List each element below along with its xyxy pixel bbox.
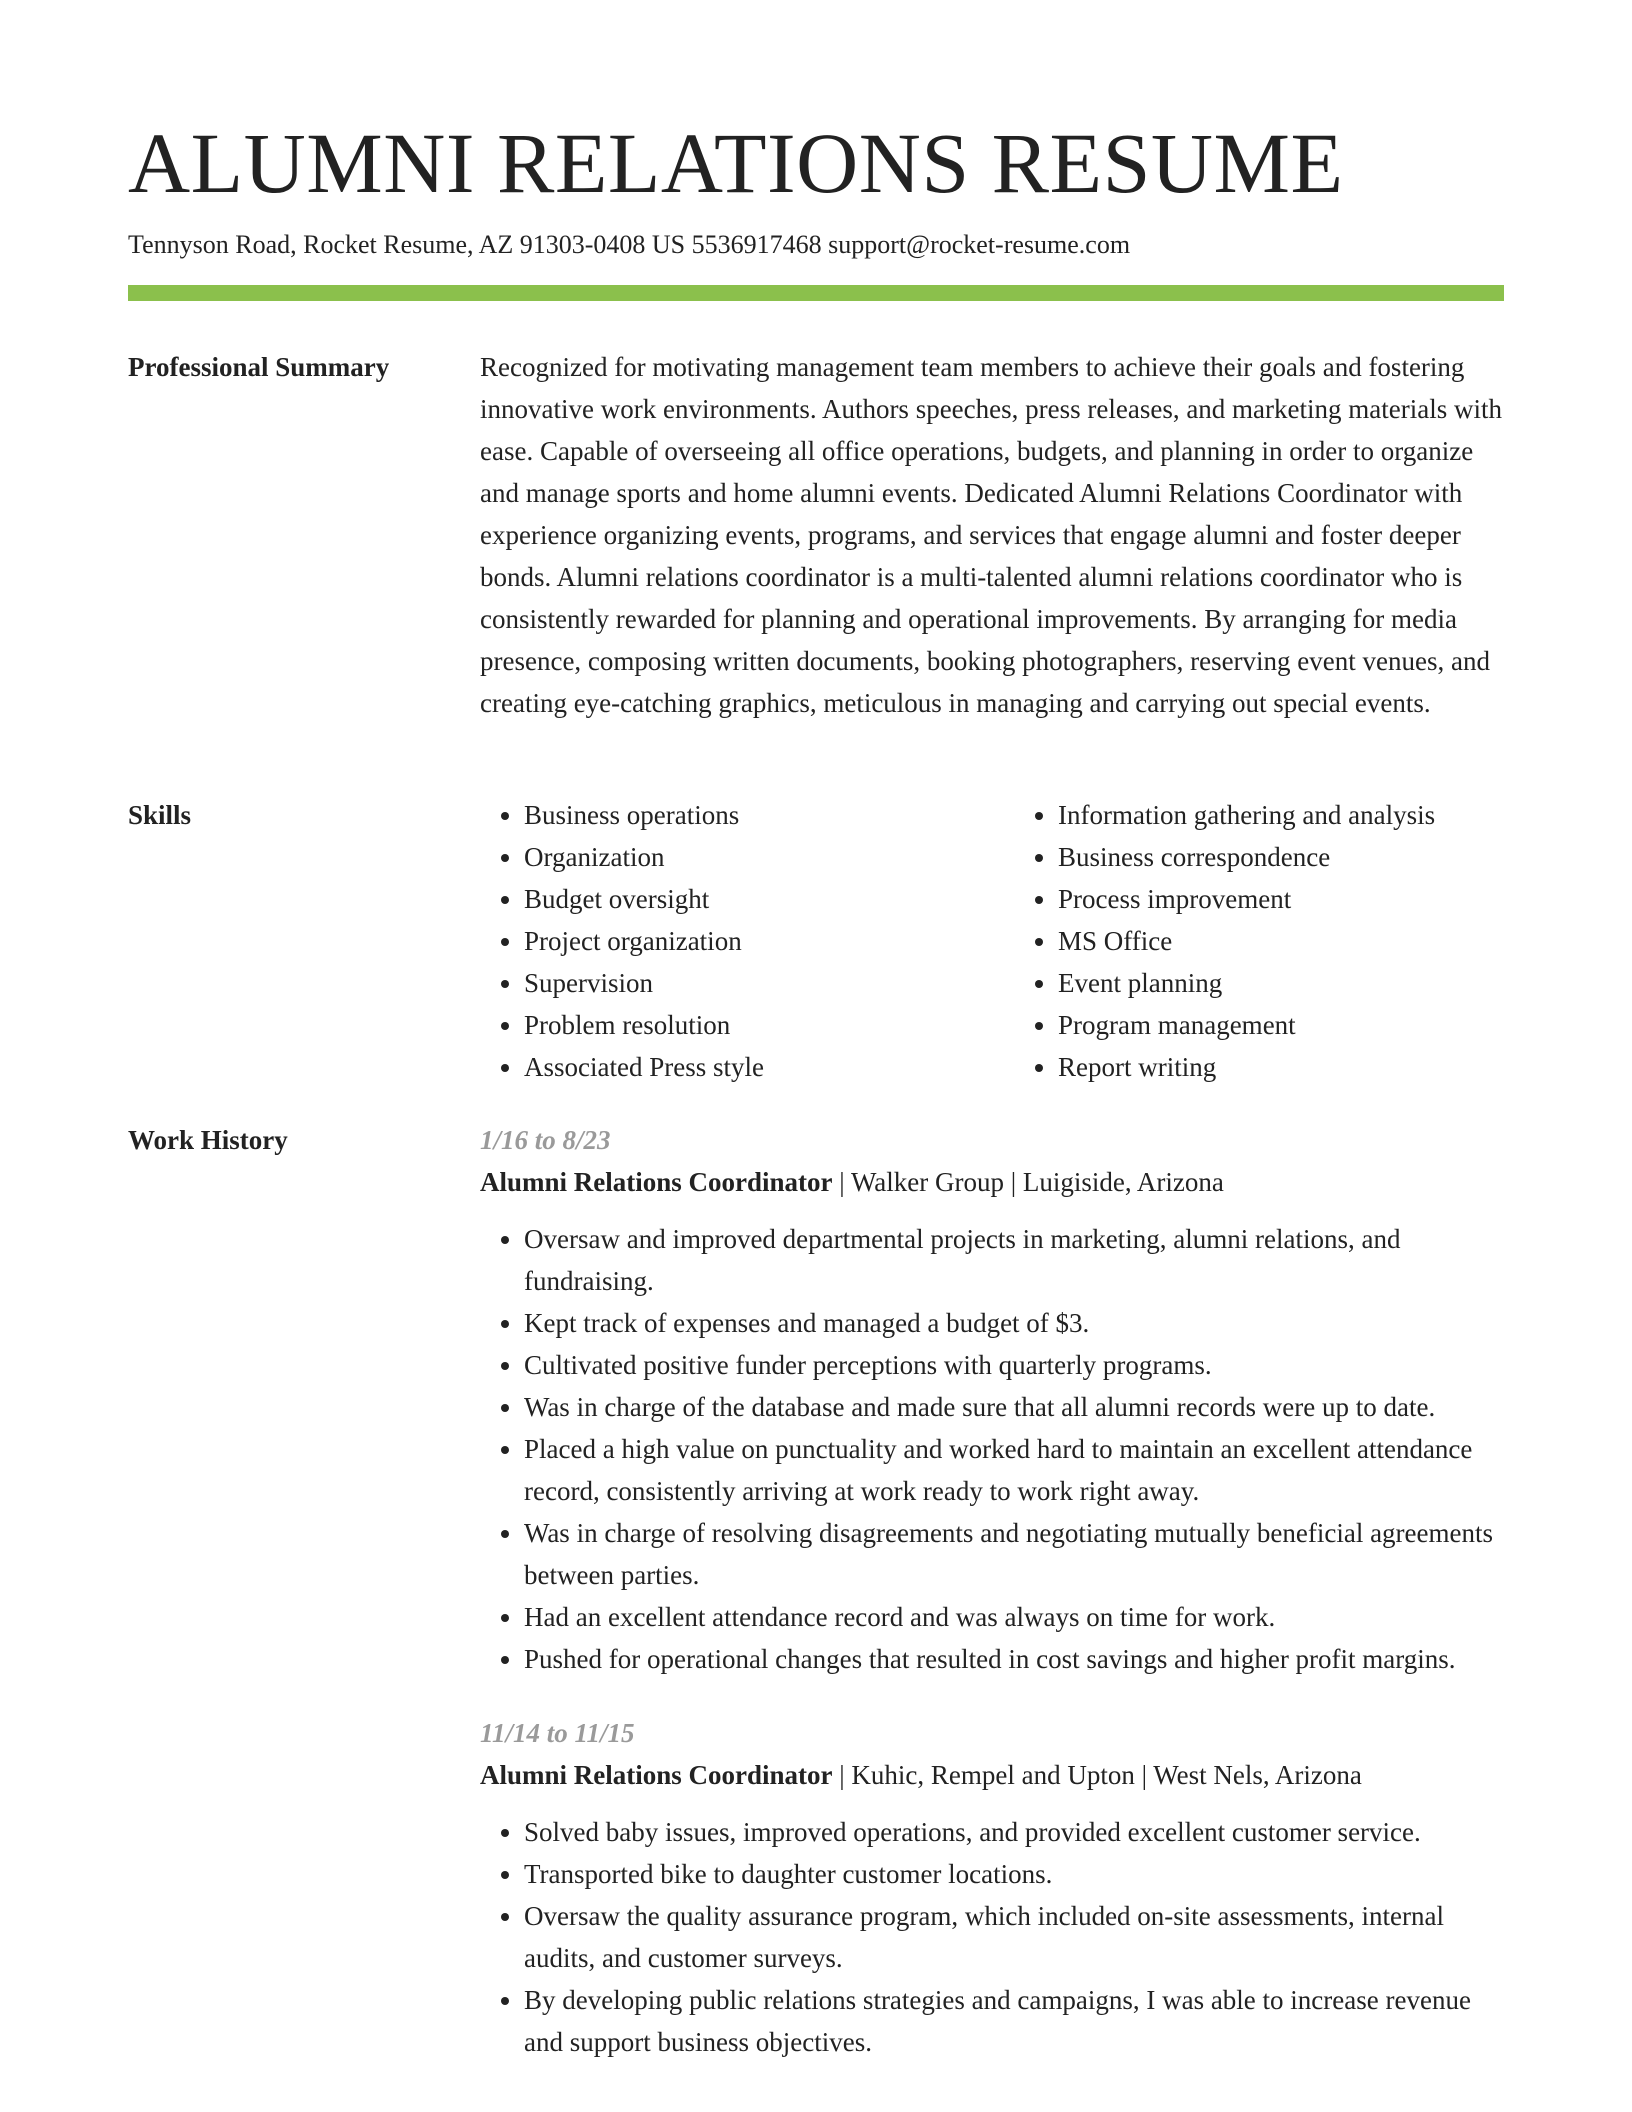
job-bullet: • Was in charge of the database and made sure that all alumni records were up to date. (524, 1386, 1504, 1428)
skill-item: • Business correspondence (1058, 836, 1504, 878)
work-history-body (480, 1119, 1504, 2063)
skill-item: • Problem resolution (524, 1004, 970, 1046)
resume-header (128, 115, 1504, 260)
job-bullet: • By developing public relations strategies and campaigns, I was able to increase revenue and support business objectives. (524, 1979, 1504, 2063)
section-label-work-history: Work History (128, 1125, 288, 1155)
job-title: Alumni Relations Coordinator (480, 1760, 833, 1790)
skill-item: • Report writing (1058, 1046, 1504, 1088)
job-date: 11/14 to 11/15 (480, 1718, 635, 1748)
job-entry (480, 1712, 1504, 2063)
section-label-summary: Professional Summary (128, 352, 390, 382)
skill-item: • Event planning (1058, 962, 1504, 1004)
job-details: | Walker Group | Luigiside, Arizona (832, 1167, 1224, 1197)
accent-divider (128, 285, 1504, 301)
job-entry (480, 1119, 1504, 1680)
skills-list-left (480, 794, 970, 1088)
contact-line: Tennyson Road, Rocket Resume, AZ 91303-0408 US 5536917468 support@rocket-resume.com (128, 230, 1131, 259)
skills-columns (480, 794, 1504, 1088)
job-bullets (480, 1811, 1504, 2063)
resume-title: ALUMNI RELATIONS RESUME (128, 115, 1344, 211)
skill-item: • Business operations (524, 794, 970, 836)
job-bullet: • Cultivated positive funder perceptions with quarterly programs. (524, 1344, 1504, 1386)
job-bullet: • Pushed for operational changes that resulted in cost savings and higher profit margins. (524, 1638, 1504, 1680)
skill-item: • Program management (1058, 1004, 1504, 1046)
skill-item: • Information gathering and analysis (1058, 794, 1504, 836)
job-bullet: • Was in charge of resolving disagreements and negotiating mutually beneficial agreements between parties. (524, 1512, 1504, 1596)
skills-list-right (1014, 794, 1504, 1088)
skill-item: • Budget oversight (524, 878, 970, 920)
job-bullets (480, 1218, 1504, 1680)
skill-item: • Organization (524, 836, 970, 878)
job-heading (480, 1754, 1504, 1796)
skill-item: • Project organization (524, 920, 970, 962)
job-heading (480, 1161, 1504, 1203)
job-bullet: • Placed a high value on punctuality and worked hard to maintain an excellent attendance record, consistently arriving at work ready to work right away. (524, 1428, 1504, 1512)
job-bullet: • Solved baby issues, improved operations, and provided excellent customer service. (524, 1811, 1504, 1853)
job-bullet: • Oversaw the quality assurance program, which included on-site assessments, internal audits, and customer surveys. (524, 1895, 1504, 1979)
job-details: | Kuhic, Rempel and Upton | West Nels, Arizona (832, 1760, 1362, 1790)
job-date: 1/16 to 8/23 (480, 1125, 611, 1155)
skill-item: • Supervision (524, 962, 970, 1004)
job-title: Alumni Relations Coordinator (480, 1167, 833, 1197)
summary-text: Recognized for motivating management team members to achieve their goals and fostering innovative work environments. Authors speeches, press releases, and marketing materials with ease. Capable of overseeing all office operations, budgets, and planning in order to organize and manage sports and home alumni events. Dedicated Alumni Relations Coordinator with experience organizing events, programs, and services that engage alumni and foster deeper bonds. Alumni relations coordinator is a multi-talented alumni relations coordinator who is consistently rewarded for planning and operational improvements. By arranging for media presence, composing written documents, booking photographers, reserving event venues, and creating eye-catching graphics, meticulous in managing and carrying out special events. (480, 352, 1502, 718)
job-bullet: • Kept track of expenses and managed a budget of $3. (524, 1302, 1504, 1344)
skill-item: • Process improvement (1058, 878, 1504, 920)
skill-item: • Associated Press style (524, 1046, 970, 1088)
section-label-skills: Skills (128, 800, 192, 830)
job-bullet: • Had an excellent attendance record and was always on time for work. (524, 1596, 1504, 1638)
job-bullet: • Transported bike to daughter customer locations. (524, 1853, 1504, 1895)
skill-item: • MS Office (1058, 920, 1504, 962)
job-bullet: • Oversaw and improved departmental projects in marketing, alumni relations, and fundraising. (524, 1218, 1504, 1302)
